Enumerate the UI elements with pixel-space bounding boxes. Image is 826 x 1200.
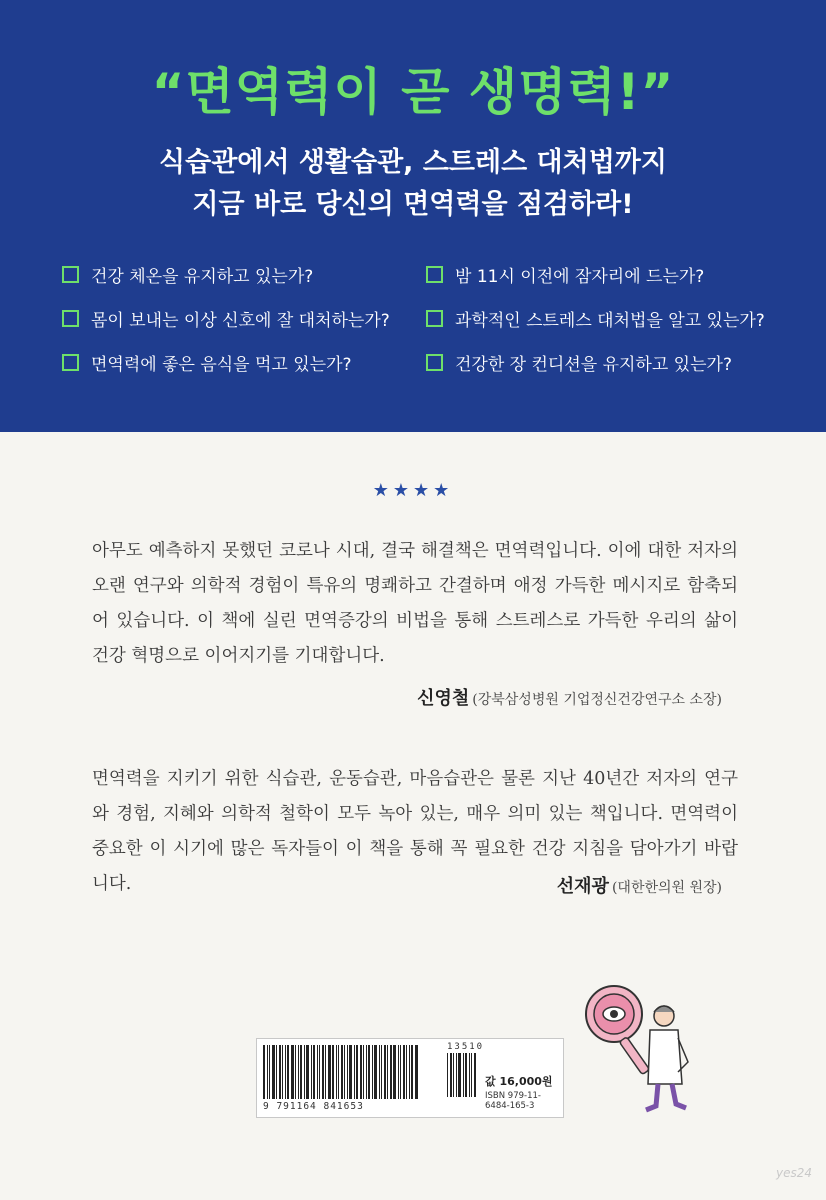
barcode-stripe — [282, 1045, 283, 1099]
watermark: yes24 — [776, 1166, 813, 1180]
barcode-stripe — [458, 1053, 461, 1097]
star-divider: ★★★★ — [372, 480, 454, 501]
barcode-stripe — [263, 1045, 265, 1099]
barcode-stripe — [384, 1045, 386, 1099]
barcode-number: 9 791164 841653 — [263, 1101, 364, 1112]
barcode-stripe — [393, 1045, 396, 1099]
doctor-magnifier-illustration — [572, 978, 702, 1118]
barcode-stripe — [453, 1053, 454, 1097]
barcode-stripe — [471, 1053, 472, 1097]
review-text-1: 아무도 예측하지 못했던 코로나 시대, 결국 해결책은 면역력입니다. 이에 대한 저자의 오랜 연구와 의학적 경험이 특유의 명쾌하고 간결하며 애정 가득한 메시지로 함축되어 있습니다. 이 책에 실린 면역증강의 비법을 통해 스트레스로 가득한 우리의 삶이 건강 혁명으로 이어지기를 기대합니다. — [92, 541, 738, 666]
cover-top-panel — [0, 0, 826, 432]
reviewer-title: (대한한의원 원장) — [611, 880, 722, 896]
review-signature-1 — [417, 684, 722, 710]
checkbox-icon — [426, 266, 443, 283]
barcode-stripe — [325, 1045, 326, 1099]
barcode-stripe — [463, 1053, 464, 1097]
barcode-stripe — [272, 1045, 275, 1099]
barcode-stripe — [368, 1045, 370, 1099]
barcode-stripe — [319, 1045, 320, 1099]
barcode-stripe — [354, 1045, 355, 1099]
barcode-stripe — [285, 1045, 286, 1099]
barcode-stripe — [400, 1045, 401, 1099]
barcode-stripe — [311, 1045, 312, 1099]
barcode-stripe — [287, 1045, 289, 1099]
barcode-addon-number: 13510 — [447, 1042, 485, 1052]
barcode-stripe — [349, 1045, 352, 1099]
barcode-stripe — [372, 1045, 373, 1099]
barcode-stripe — [398, 1045, 399, 1099]
checkbox-icon — [62, 354, 79, 371]
barcode-stripe — [279, 1045, 281, 1099]
checkbox-icon — [62, 310, 79, 327]
barcode-stripe — [322, 1045, 324, 1099]
barcode-stripe — [381, 1045, 382, 1099]
barcode-stripe — [306, 1045, 309, 1099]
barcode-stripe — [347, 1045, 348, 1099]
barcode-stripe — [390, 1045, 392, 1099]
barcode-stripe — [267, 1045, 268, 1099]
barcode-stripe — [474, 1053, 476, 1097]
checklist-item: 면역력에 좋은 음식을 먹고 있는가? — [62, 348, 412, 376]
barcode-stripe — [291, 1045, 294, 1099]
checklist — [62, 260, 782, 376]
barcode-stripe — [269, 1045, 270, 1099]
checkbox-icon — [426, 310, 443, 327]
barcode-stripe — [332, 1045, 334, 1099]
isbn: ISBN 979-11-6484-165-3 — [485, 1091, 541, 1111]
barcode-stripe — [328, 1045, 331, 1099]
review-signature-2 — [557, 872, 722, 898]
reviewer-name: 신영철 — [417, 688, 470, 709]
subheadline-line2: 지금 바로 당신의 면역력을 점검하라! — [192, 189, 634, 220]
barcode-stripe — [415, 1045, 418, 1099]
barcode-stripe — [411, 1045, 413, 1099]
barcode-stripe — [366, 1045, 367, 1099]
barcode-stripe — [447, 1053, 448, 1097]
barcode-label — [256, 1038, 564, 1118]
barcode-stripe — [379, 1045, 380, 1099]
barcode-stripe — [409, 1045, 410, 1099]
checkbox-icon — [426, 354, 443, 371]
checklist-item: 건강한 장 컨디션을 유지하고 있는가? — [426, 348, 786, 376]
reviewer-title: (강북삼성병원 기업정신건강연구소 소장) — [472, 692, 722, 708]
barcode-stripe — [363, 1045, 364, 1099]
barcode-stripe — [313, 1045, 315, 1099]
barcode-stripe — [304, 1045, 305, 1099]
review-text-2: 면역력을 지키기 위한 식습관, 운동습관, 마음습관은 물론 지난 40년간 저자의 연구와 경험, 지혜와 의학적 철학이 모두 녹아 있는, 매우 의미 있는 책입니다. 면역력이 중요한 이 시기에 많은 독자들이 이 책을 통해 꼭 필요한 건강 지침을 담아가기 바랍니다. — [92, 769, 738, 894]
barcode-stripe — [374, 1045, 377, 1099]
barcode-stripe — [450, 1053, 452, 1097]
barcode-stripe — [338, 1045, 339, 1099]
barcode-stripe — [465, 1053, 467, 1097]
barcode-bars — [263, 1045, 441, 1099]
barcode-stripe — [403, 1045, 405, 1099]
barcode-stripe — [300, 1045, 302, 1099]
barcode-stripe — [295, 1045, 296, 1099]
checklist-item: 건강 체온을 유지하고 있는가? — [62, 260, 412, 288]
barcode-stripe — [336, 1045, 337, 1099]
barcode-stripe — [360, 1045, 362, 1099]
barcode-stripe — [298, 1045, 299, 1099]
checklist-item: 과학적인 스트레스 대처법을 알고 있는가? — [426, 304, 786, 332]
barcode-stripe — [406, 1045, 407, 1099]
price: 값 16,000원 — [485, 1075, 553, 1088]
reviewer-name: 선재광 — [556, 876, 609, 897]
barcode-stripe — [387, 1045, 388, 1099]
barcode-stripe — [317, 1045, 318, 1099]
headline: “면역력이 곧 생명력!” — [151, 63, 675, 121]
checkbox-icon — [62, 266, 79, 283]
barcode-stripe — [344, 1045, 345, 1099]
subheadline-line1: 식습관에서 생활습관, 스트레스 대처법까지 — [159, 147, 667, 178]
barcode-addon-bars — [447, 1053, 477, 1097]
checklist-item: 몸이 보내는 이상 신호에 잘 대처하는가? — [62, 304, 412, 332]
checklist-item: 밤 11시 이전에 잠자리에 드는가? — [426, 260, 786, 288]
barcode-stripe — [276, 1045, 277, 1099]
barcode-stripe — [456, 1053, 457, 1097]
barcode-stripe — [356, 1045, 358, 1099]
barcode-stripe — [469, 1053, 470, 1097]
barcode-stripe — [341, 1045, 343, 1099]
